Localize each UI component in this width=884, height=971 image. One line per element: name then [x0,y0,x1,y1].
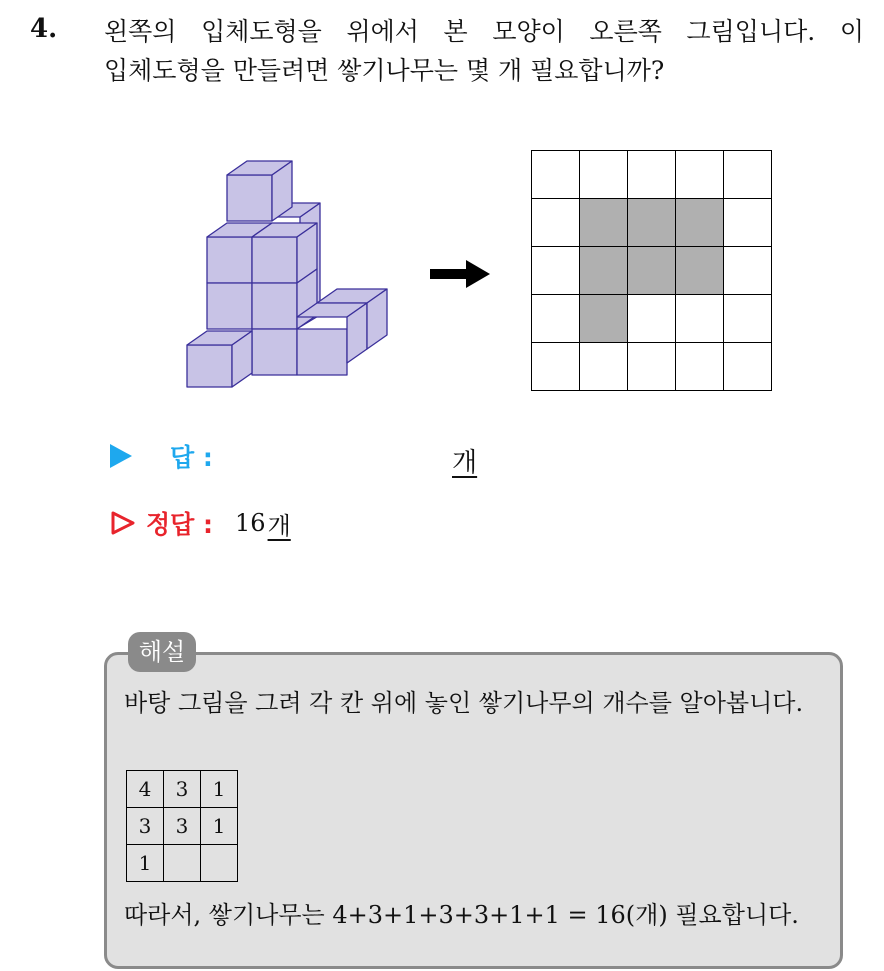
grid-cell [628,151,676,199]
answer-row [110,438,213,474]
right-arrow-icon [430,258,492,290]
block-count-grid [126,770,238,882]
grid-cell [724,247,772,295]
question-line-1: 왼쪽의 입체도형을 위에서 본 모양이 오른쪽 그림입니다. 이 [104,17,864,46]
count-cell: 3 [164,808,201,845]
grid-cell-filled [580,199,628,247]
question-number: 4. [30,14,58,44]
block-structure-figure [180,155,395,395]
grid-cell-filled [628,199,676,247]
grid-cell-filled [676,247,724,295]
play-triangle-icon [110,444,132,468]
count-cell: 1 [201,808,238,845]
count-cell: 1 [201,771,238,808]
grid-cell [580,151,628,199]
answer-unit: 개 [452,448,478,478]
explanation-text: 바탕 그림을 그려 각 칸 위에 놓인 쌓기나무의 개수를 알아봅니다. [124,689,804,717]
grid-cell [676,151,724,199]
count-cell [164,845,201,882]
count-cell: 1 [127,845,164,882]
answer-label: 답 : [170,443,213,472]
grid-cell-filled [580,295,628,343]
grid-cell [676,295,724,343]
question-line-2: 입체도형을 만들려면 쌓기나무는 몇 개 필요합니까? [104,56,665,85]
grid-cell [532,151,580,199]
grid-cell [532,199,580,247]
grid-cell-filled [628,247,676,295]
correct-answer-value: 16 [235,509,266,537]
grid-cell [724,343,772,391]
top-view-grid [531,150,772,391]
count-cell: 3 [164,771,201,808]
outline-triangle-icon [110,510,136,536]
grid-cell [724,199,772,247]
explanation-conclusion: 따라서, 쌓기나무는 4+3+1+3+3+1+1 = 16(개) 필요합니다. [124,901,799,929]
explanation-tag: 해설 [128,632,196,672]
grid-cell [532,295,580,343]
grid-cell [580,343,628,391]
grid-cell [724,151,772,199]
correct-answer-label: 정답 : [146,510,214,539]
grid-cell [676,343,724,391]
grid-cell-filled [676,199,724,247]
grid-cell [724,295,772,343]
question-text [104,12,864,90]
correct-answer-unit: 개 [267,511,291,540]
grid-cell [532,343,580,391]
correct-answer-row [110,505,291,541]
count-cell [201,845,238,882]
grid-cell-filled [580,247,628,295]
count-cell: 4 [127,771,164,808]
grid-cell [532,247,580,295]
grid-cell [628,295,676,343]
count-cell: 3 [127,808,164,845]
grid-cell [628,343,676,391]
